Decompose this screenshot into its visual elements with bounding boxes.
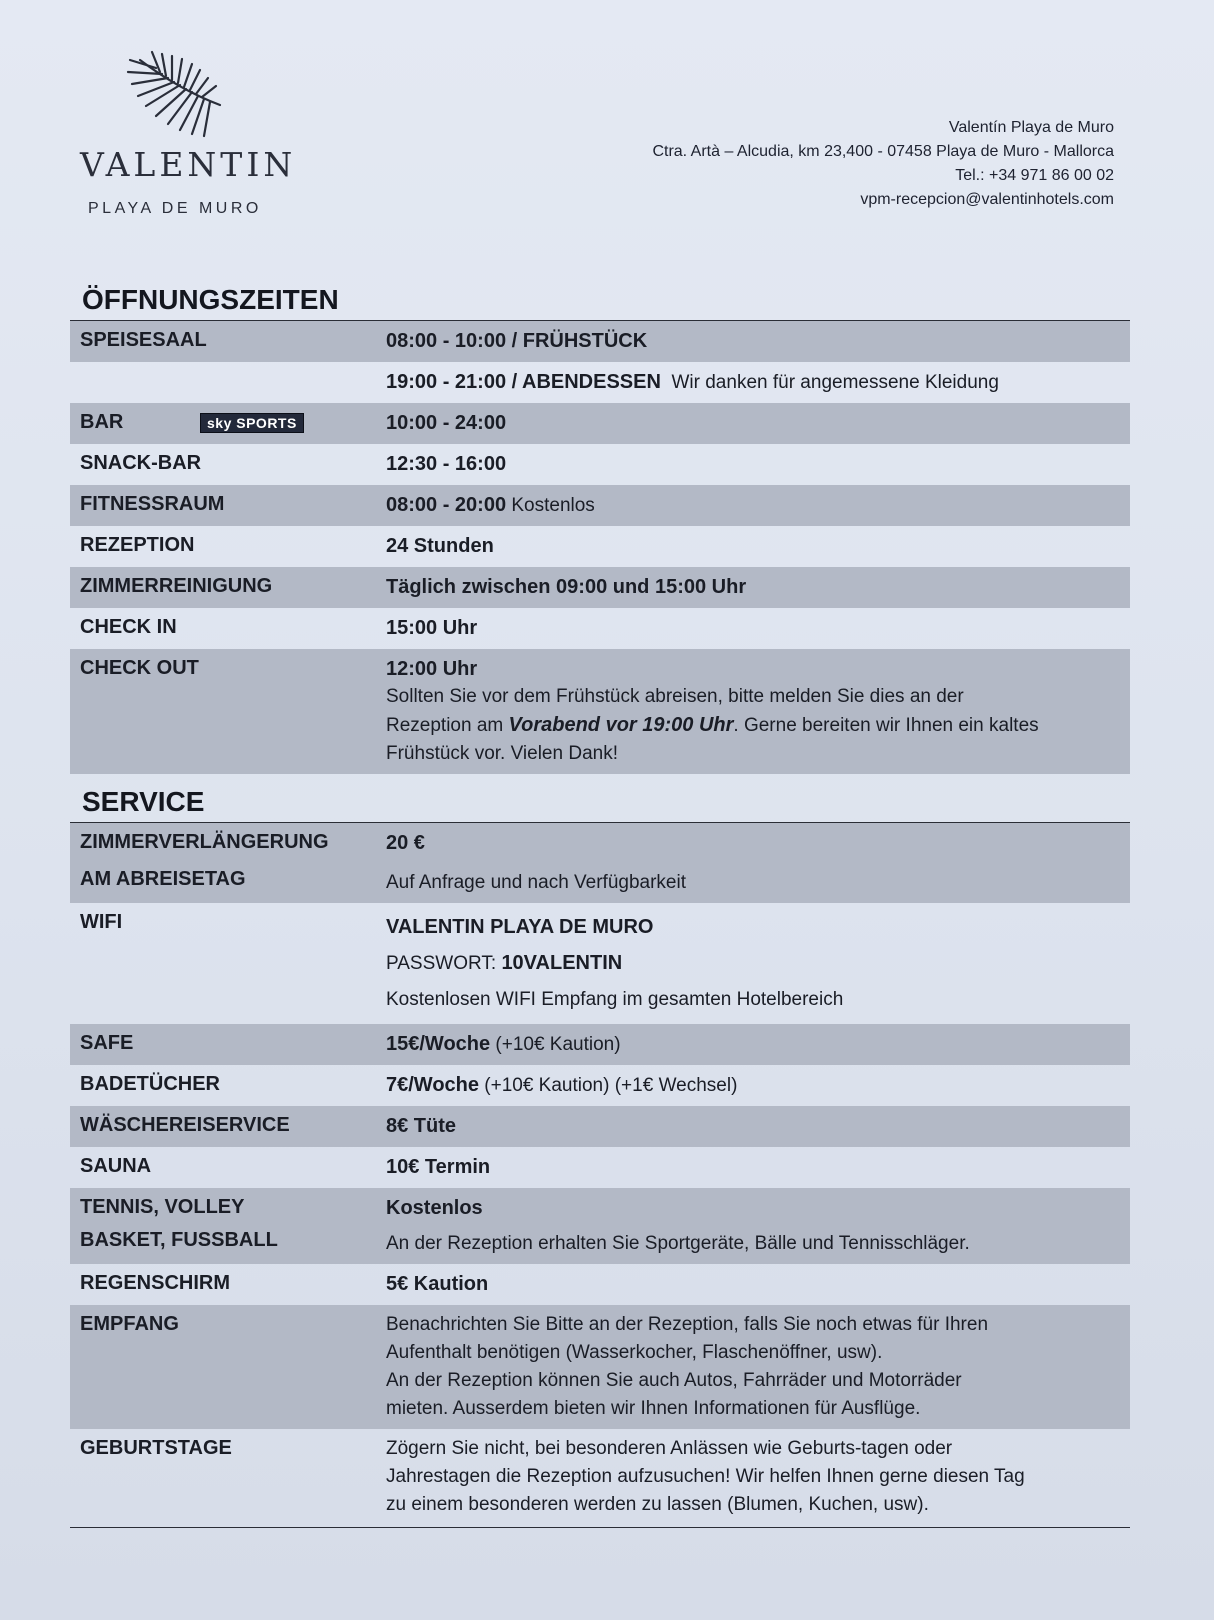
umbrella-price: 5€ Kaution	[386, 1273, 489, 1295]
row-speisesaal-dinner	[70, 362, 1130, 403]
row-sports	[70, 1188, 1130, 1264]
row-wifi	[70, 903, 1130, 1024]
contact-block	[652, 116, 1114, 212]
section-title-service: SERVICE	[70, 782, 1130, 823]
row-label: BADETÜCHER	[80, 1073, 220, 1095]
palm-leaf-logo-icon	[120, 50, 230, 140]
row-speisesaal	[70, 321, 1130, 362]
checkout-time: 12:00 Uhr	[386, 658, 478, 680]
empfang-line-3: An der Rezeption können Sie auch Autos, Fahrräder und Motorräder	[386, 1370, 962, 1391]
row-label: FITNESSRAUM	[80, 493, 225, 515]
safe-price: 15€/Woche	[386, 1033, 491, 1055]
row-waescherei	[70, 1106, 1130, 1147]
header	[0, 40, 1214, 240]
hotel-phone: Tel.: +34 971 86 00 02	[955, 167, 1114, 184]
row-label: REGENSCHIRM	[80, 1272, 231, 1294]
empfang-line-1: Benachrichten Sie Bitte an der Rezeption, falls Sie noch etwas für Ihren	[386, 1314, 989, 1335]
hotel-name: Valentín Playa de Muro	[948, 119, 1114, 136]
birthday-line-1: Zögern Sie nicht, bei besonderen Anlässen wie Geburts-tagen oder	[386, 1438, 953, 1459]
rezeption-hours: 24 Stunden	[386, 535, 494, 557]
bottom-divider	[70, 1527, 1130, 1528]
row-geburtstage	[70, 1429, 1130, 1525]
fitness-note: Kostenlos	[511, 495, 595, 516]
snack-hours: 12:30 - 16:00	[386, 453, 507, 475]
checkout-note-3: Frühstück vor. Vielen Dank!	[386, 743, 618, 764]
wifi-note: Kostenlosen WIFI Empfang im gesamten Hotelbereich	[386, 989, 844, 1010]
row-verlaengerung	[70, 823, 1130, 903]
extension-price: 20 €	[386, 832, 425, 854]
row-label-2: AM ABREISETAG	[80, 868, 246, 890]
row-label: ZIMMERREINIGUNG	[80, 575, 273, 597]
row-zimmerreinigung	[70, 567, 1130, 608]
sauna-price: 10€ Termin	[386, 1156, 491, 1178]
row-label: WÄSCHEREISERVICE	[80, 1114, 290, 1136]
wifi-password: 10VALENTIN	[501, 952, 623, 974]
laundry-price: 8€ Tüte	[386, 1115, 457, 1137]
row-label: WIFI	[80, 911, 123, 933]
empfang-line-4: mieten. Ausserdem bieten wir Ihnen Informationen für Ausflüge.	[386, 1398, 921, 1419]
row-sauna	[70, 1147, 1130, 1188]
row-label: BAR	[80, 411, 124, 433]
row-label: SNACK-BAR	[80, 452, 202, 474]
row-label: REZEPTION	[80, 534, 195, 556]
hotel-address: Ctra. Artà – Alcudia, km 23,400 - 07458 Playa de Muro - Mallorca	[652, 143, 1114, 160]
dinner-note: Wir danken für angemessene Kleidung	[671, 372, 999, 393]
cleaning-hours: Täglich zwischen 09:00 und 15:00 Uhr	[386, 576, 747, 598]
row-check-in	[70, 608, 1130, 649]
sky-sports-badge: sky SPORTS	[200, 413, 304, 433]
checkin-time: 15:00 Uhr	[386, 617, 478, 639]
content	[70, 280, 1130, 1528]
row-label: GEBURTSTAGE	[80, 1437, 232, 1459]
row-regenschirm	[70, 1264, 1130, 1305]
row-badetuecher	[70, 1065, 1130, 1106]
logo-subtitle: PLAYA DE MURO	[88, 200, 262, 217]
row-label-2: BASKET, FUSSBALL	[80, 1229, 278, 1251]
towels-price: 7€/Woche	[386, 1074, 479, 1096]
wifi-password-label: PASSWORT:	[386, 953, 502, 974]
row-snack-bar	[70, 444, 1130, 485]
row-label: TENNIS, VOLLEY	[80, 1196, 245, 1218]
row-label: SAFE	[80, 1032, 134, 1054]
sports-note: An der Rezeption erhalten Sie Sportgeräte, Bälle und Tennisschläger.	[386, 1233, 970, 1254]
row-empfang	[70, 1305, 1130, 1429]
bar-hours: 10:00 - 24:00	[386, 412, 507, 434]
row-label: CHECK IN	[80, 616, 177, 638]
checkout-note-2c: . Gerne bereiten wir Ihnen ein kaltes	[733, 715, 1039, 736]
row-check-out	[70, 649, 1130, 774]
row-label: SAUNA	[80, 1155, 152, 1177]
safe-note: (+10€ Kaution)	[495, 1034, 621, 1055]
extension-note: Auf Anfrage und nach Verfügbarkeit	[386, 872, 686, 893]
section-title-opening: ÖFFNUNGSZEITEN	[70, 280, 1130, 321]
checkout-note-2a: Rezeption am	[386, 715, 509, 736]
logo-name: VALENTIN	[80, 145, 297, 184]
towels-note: (+10€ Kaution) (+1€ Wechsel)	[484, 1075, 738, 1096]
birthday-line-2: Jahrestagen die Rezeption aufzusuchen! Wir helfen Ihnen gerne diesen Tag	[386, 1466, 1025, 1487]
checkout-note-2b: Vorabend vor 19:00 Uhr	[508, 714, 734, 736]
breakfast-time: 08:00 - 10:00 / FRÜHSTÜCK	[386, 330, 648, 352]
wifi-name: VALENTIN PLAYA DE MURO	[386, 916, 654, 938]
birthday-line-3: zu einem besonderen werden zu lassen (Blumen, Kuchen, usw).	[386, 1494, 929, 1515]
fitness-hours: 08:00 - 20:00	[386, 494, 507, 516]
row-label: CHECK OUT	[80, 657, 199, 679]
row-label: ZIMMERVERLÄNGERUNG	[80, 831, 329, 853]
sports-price: Kostenlos	[386, 1197, 483, 1219]
row-safe	[70, 1024, 1130, 1065]
dinner-time: 19:00 - 21:00 / ABENDESSEN	[386, 371, 661, 393]
row-bar	[70, 403, 1130, 444]
row-rezeption	[70, 526, 1130, 567]
empfang-line-2: Aufenthalt benötigen (Wasserkocher, Flaschenöffner, usw).	[386, 1342, 883, 1363]
hotel-email[interactable]: vpm-recepcion@valentinhotels.com	[860, 191, 1114, 208]
row-label: EMPFANG	[80, 1313, 179, 1335]
checkout-note-1: Sollten Sie vor dem Frühstück abreisen, bitte melden Sie dies an der	[386, 686, 964, 707]
row-fitness	[70, 485, 1130, 526]
row-label: SPEISESAAL	[80, 329, 207, 351]
